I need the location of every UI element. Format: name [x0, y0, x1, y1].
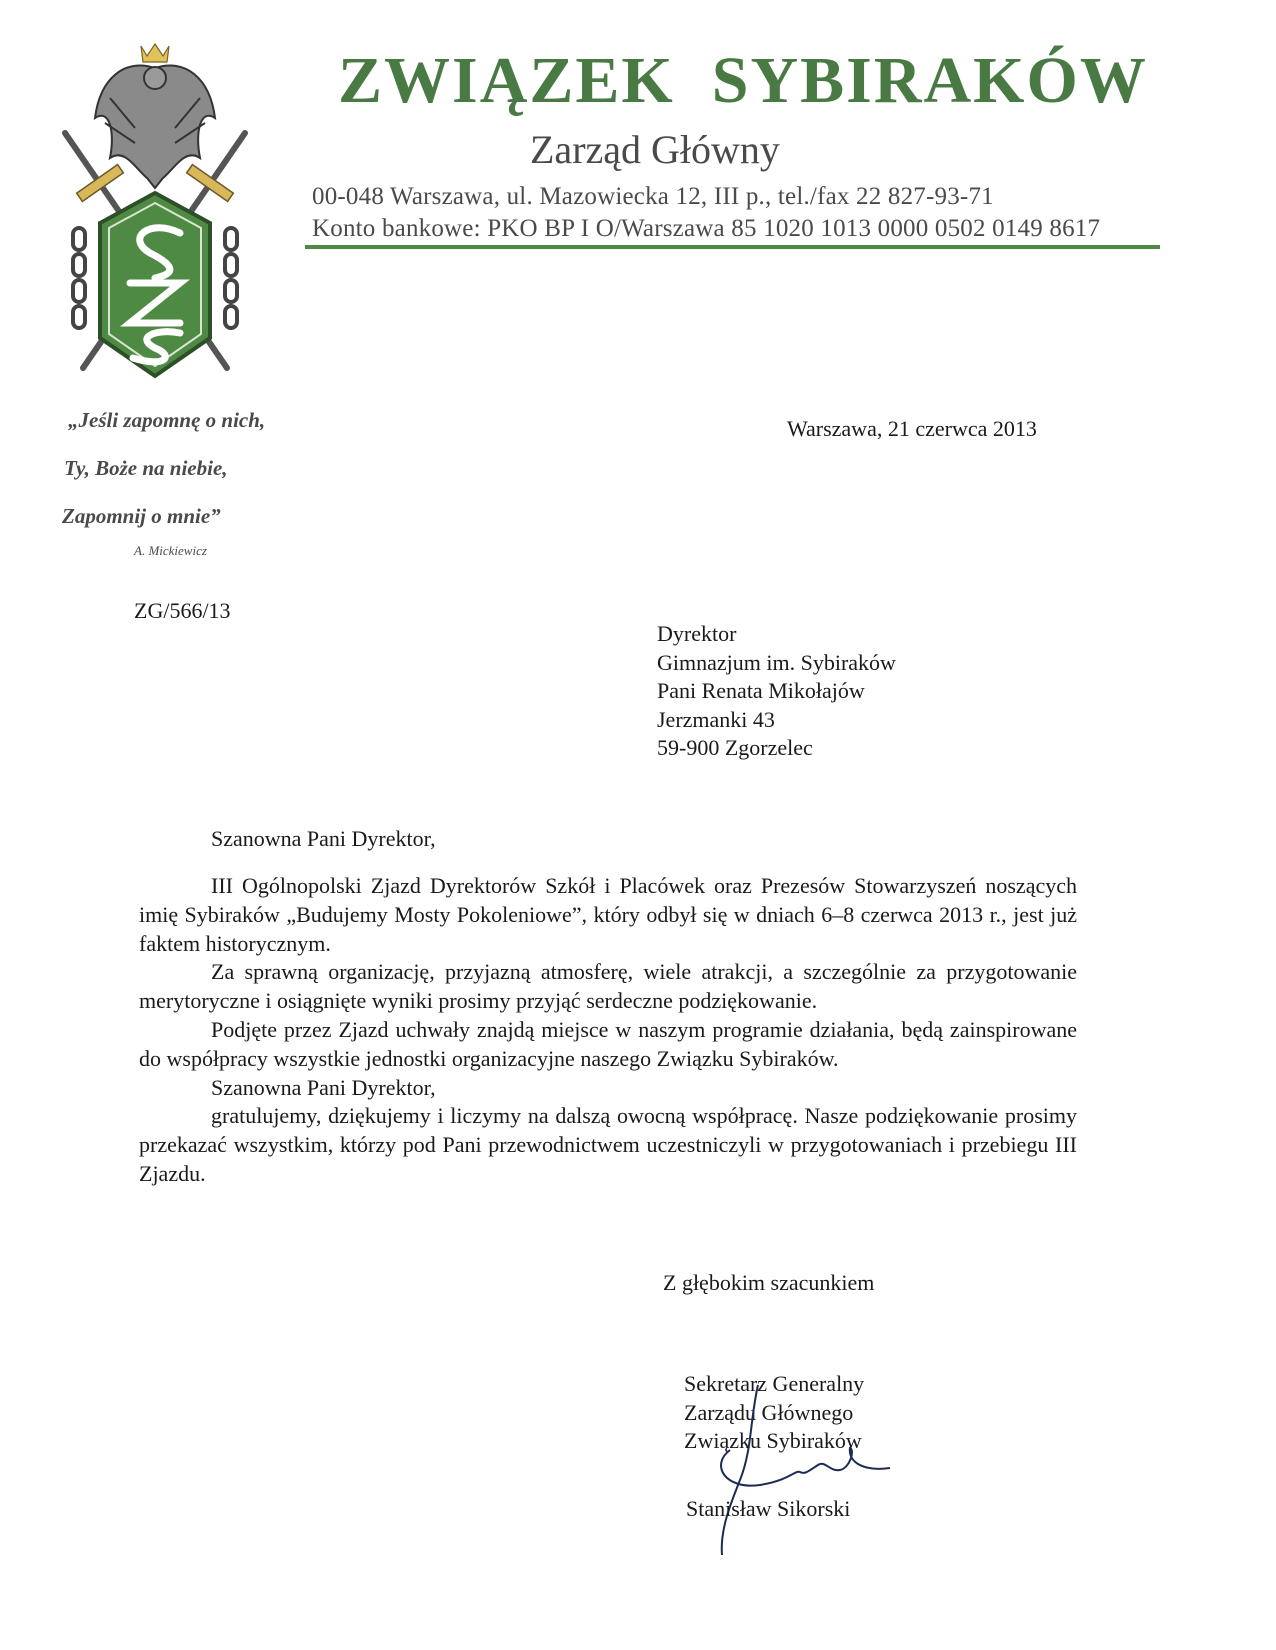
body-paragraph-1: III Ogólnopolski Zjazd Dyrektorów Szkół i Placówek oraz Prezesów Stowarzyszeń noszących imię Sybiraków „Budujemy Mosty Pokoleniowe”, który odbył się w dniach 6–8 czerwca 2013 r., jest już faktem historycznym.: [139, 873, 1077, 956]
eagle-swords-chain-emblem-icon: [55, 38, 255, 398]
recipient-address: [657, 620, 896, 763]
header-divider: [305, 245, 1160, 249]
recipient-line-5: 59-900 Zgorzelec: [657, 735, 813, 760]
body-paragraph-2: Za sprawną organizację, przyjazną atmosferę, wiele atrakcji, a szczególnie za przygotowanie merytoryczne i osiągnięte wyniki prosimy przyjąć serdeczne podziękowanie.: [139, 959, 1077, 1014]
letter-date: Warszawa, 21 czerwca 2013: [787, 416, 1037, 441]
organization-name: ZWIĄZEK SYBIRAKÓW: [338, 44, 1148, 117]
body-paragraph-5: gratulujemy, dziękujemy i liczymy na dalszą owocną współpracę. Nasze podziękowanie prosimy przekazać wszystkim, którzy pod Pani przewodnictwem uczestniczyli w przygotowaniach i przebiegu III Zjazdu.: [139, 1103, 1077, 1186]
bank-account: Konto bankowe: PKO BP I O/Warszawa 85 1020 1013 0000 0502 0149 8617: [312, 215, 1101, 242]
recipient-line-1: Dyrektor: [657, 621, 737, 646]
reference-number: ZG/566/13: [134, 598, 231, 623]
signatory-title-1: Sekretarz Generalny: [684, 1371, 865, 1396]
handwritten-signature-icon: [700, 1380, 900, 1580]
organization-subtitle: Zarząd Główny: [530, 127, 780, 172]
quote-line-1: „Jeśli zapomnę o nich,: [68, 408, 266, 432]
signatory-title-2: Zarządu Głównego: [684, 1399, 854, 1425]
closing-phrase: Z głębokim szacunkiem: [663, 1270, 875, 1295]
letter-body: [139, 872, 1077, 1189]
recipient-line-4: Jerzmanki 43: [657, 706, 775, 732]
body-paragraph-3: Podjęte przez Zjazd uchwały znajdą miejsce w naszym programie działania, będą zainspirowane do współpracy wszystkie jednostki organizacyjne naszego Związku Sybiraków.: [139, 1016, 1077, 1071]
quote-author: A. Mickiewicz: [134, 543, 207, 558]
body-paragraph-4: Szanowna Pani Dyrektor,: [211, 1074, 436, 1100]
recipient-line-2: Gimnazjum im. Sybiraków: [657, 649, 896, 675]
quote-line-2: Ty, Boże na niebie,: [64, 456, 228, 480]
quote-line-3: Zapomnij o mnie”: [62, 504, 221, 528]
signatory-title-3: Związku Sybiraków: [684, 1428, 862, 1453]
signatory-name: Stanisław Sikorski: [686, 1496, 851, 1521]
salutation: Szanowna Pani Dyrektor,: [211, 826, 436, 851]
recipient-line-3: Pani Renata Mikołajów: [657, 678, 865, 703]
organization-address: 00-048 Warszawa, ul. Mazowiecka 12, III p., tel./fax 22 827-93-71: [312, 183, 994, 210]
